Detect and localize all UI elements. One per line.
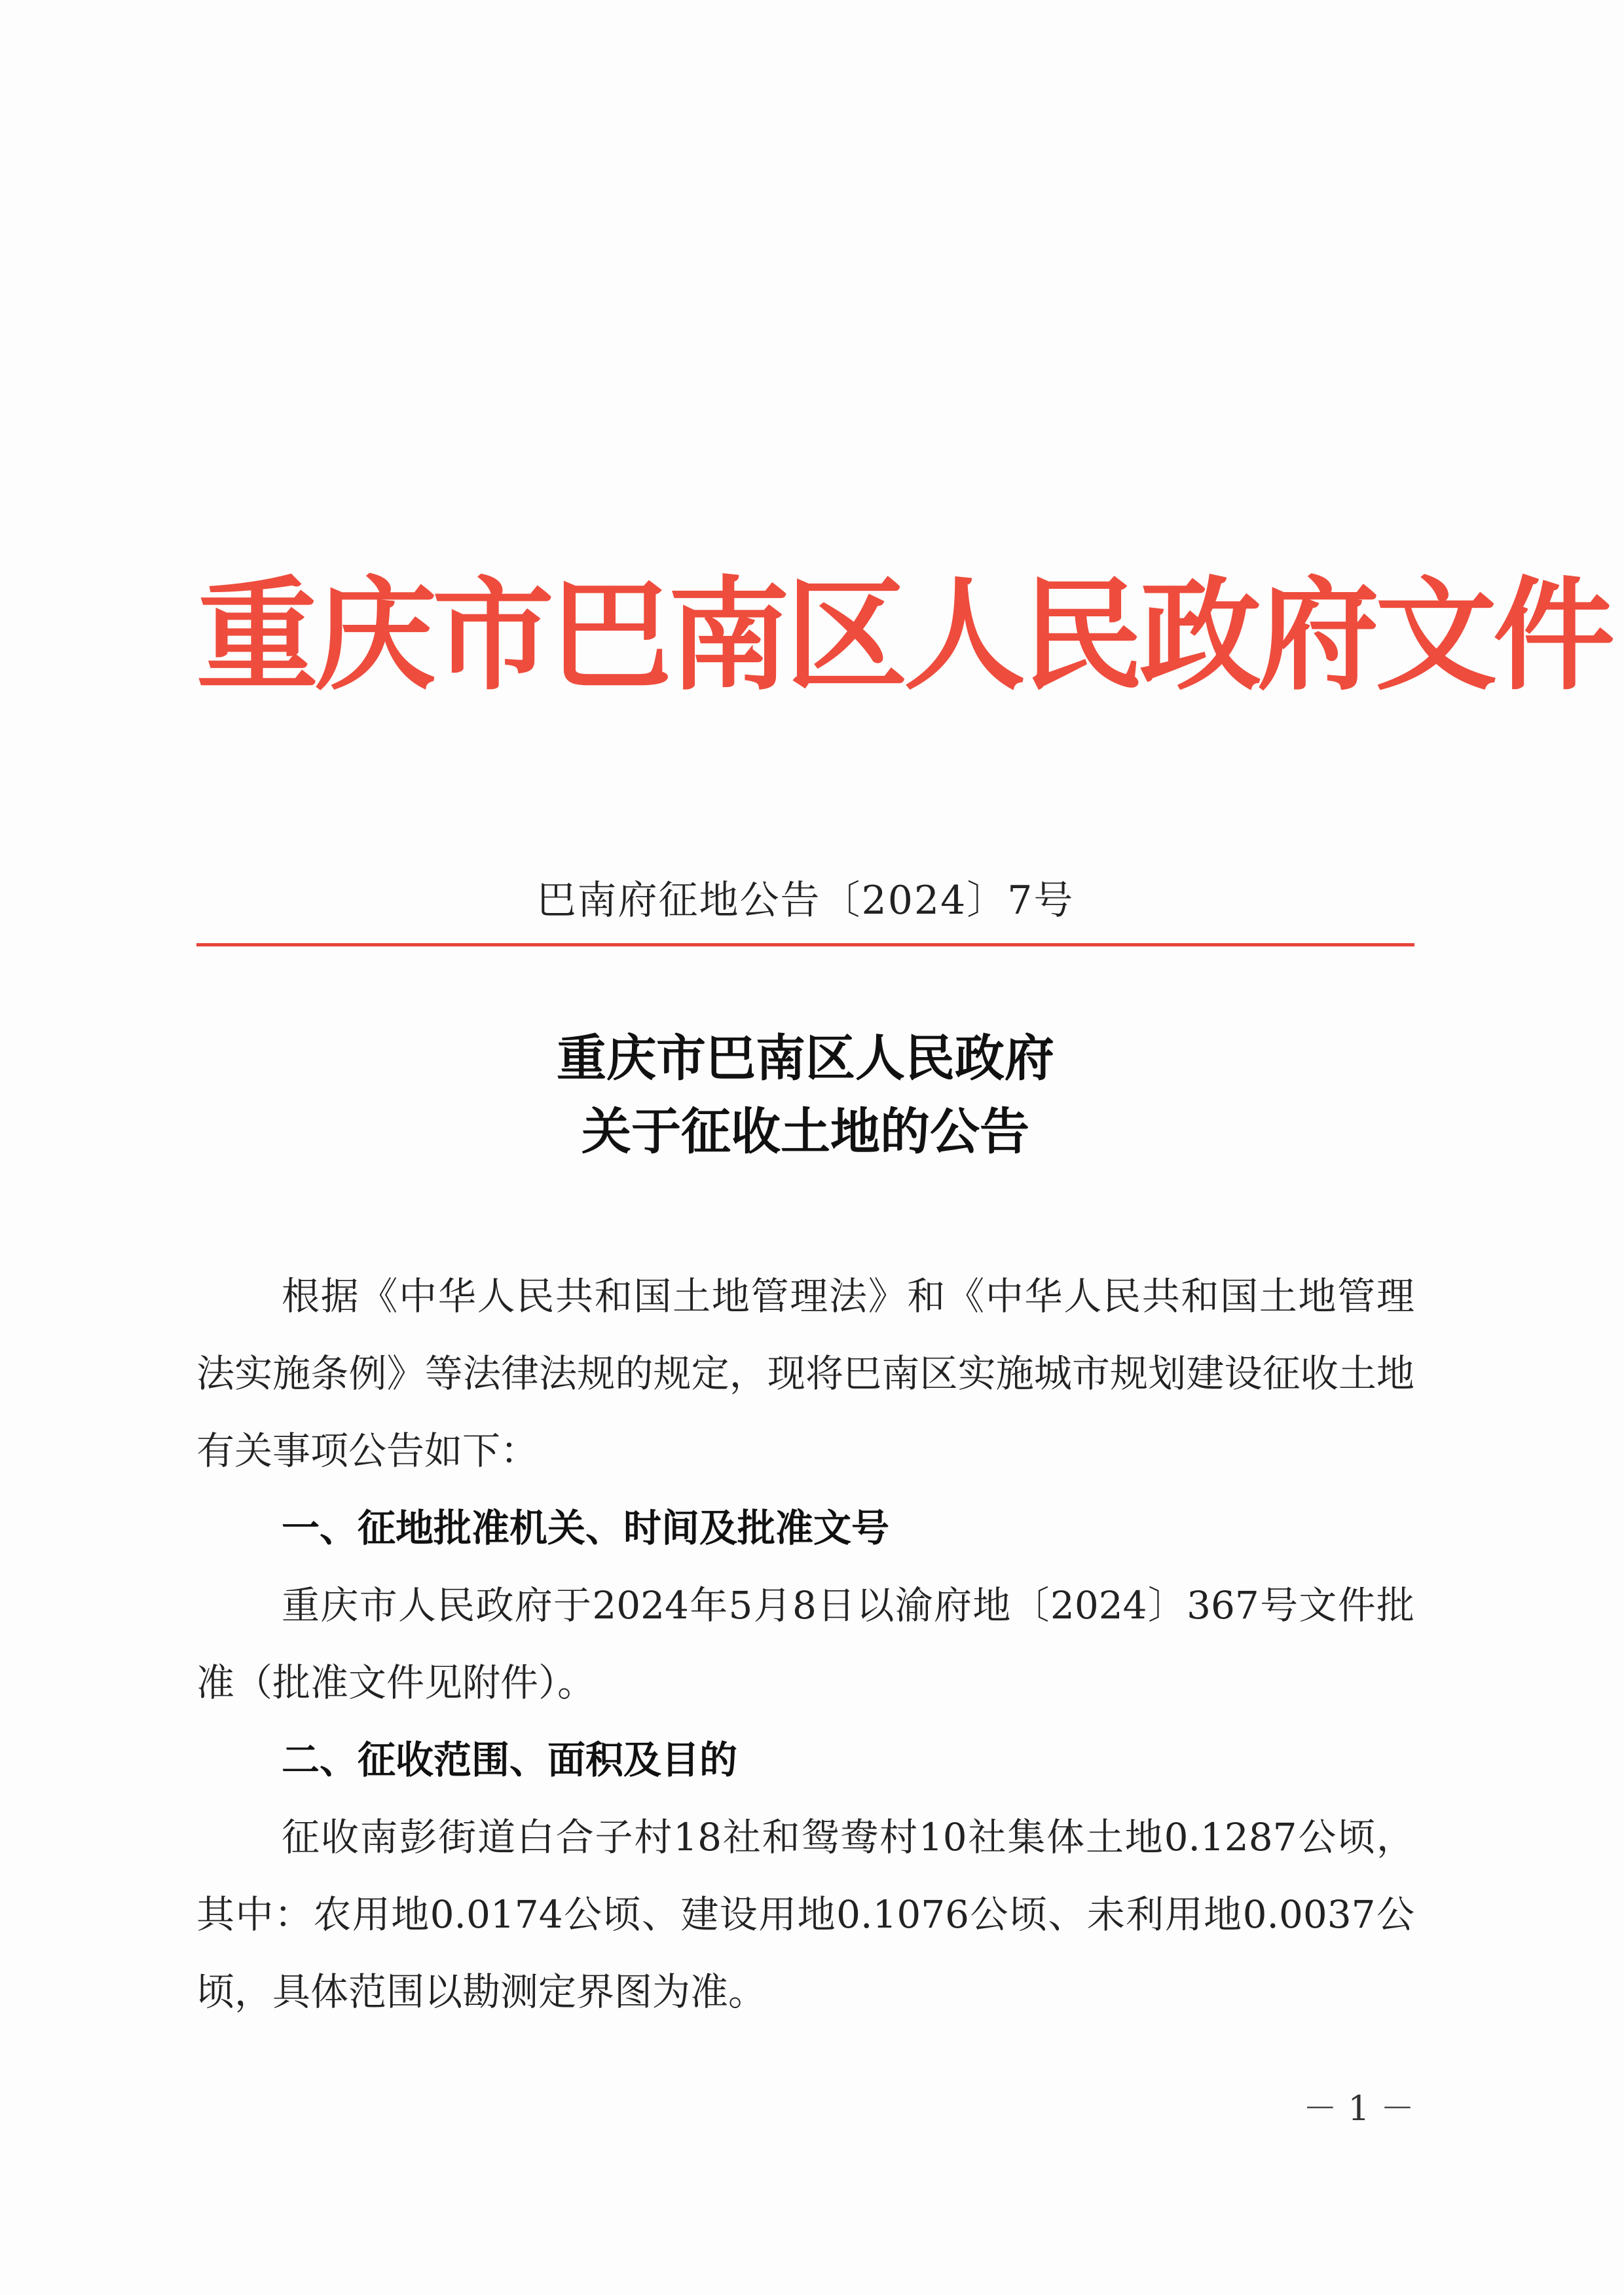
red-divider-line [196, 943, 1414, 946]
section-1-paragraph: 重庆市人民政府于2024年5月8日以渝府地〔2024〕367号文件批准（批准文件见附件）。 [196, 1583, 1414, 1705]
announcement-title [196, 1022, 1414, 1168]
section-2-paragraph: 征收南彭街道白合子村18社和鸳鸯村10社集体土地0.1287公顷，其中：农用地0.0174公顷、建设用地0.1076公顷、未利用地0.0037公顷，具体范围以勘测定界图为准。 [196, 1815, 1414, 2014]
intro-paragraph: 根据《中华人民共和国土地管理法》和《中华人民共和国土地管理法实施条例》等法律法规的规定，现将巴南区实施城市规划建设征收土地有关事项公告如下： [196, 1274, 1414, 1473]
section-2-heading: 二、征收范围、面积及目的 [282, 1738, 738, 1782]
title-line-2: 关于征收土地的公告 [581, 1102, 1029, 1161]
document-number: 巴南府征地公告〔2024〕7号 [536, 878, 1075, 924]
title-line-1: 重庆市巴南区人民政府 [557, 1029, 1054, 1087]
page-number: － 1 － [1302, 2089, 1414, 2129]
announcement-body [196, 1258, 1414, 2030]
document-masthead: 重庆市巴南区人民政府文件 [196, 563, 1612, 707]
section-1-heading: 一、征地批准机关、时间及批准文号 [282, 1506, 890, 1550]
